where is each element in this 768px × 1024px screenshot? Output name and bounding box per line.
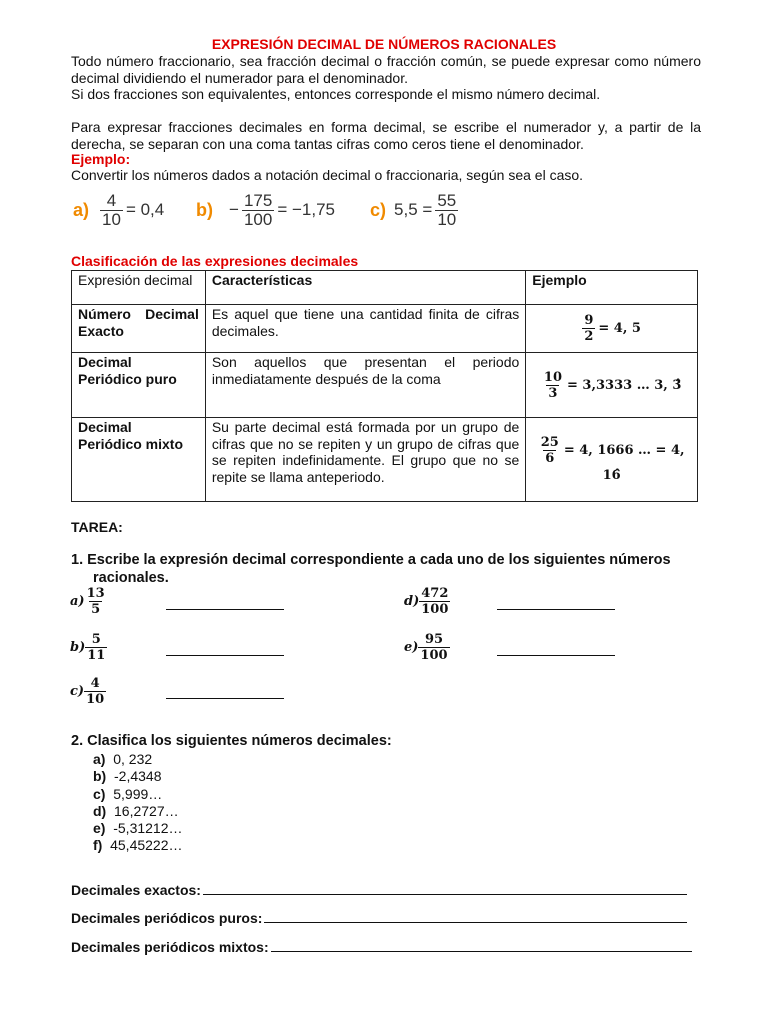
example-c	[370, 186, 461, 234]
equation: = 4, 5	[598, 321, 641, 336]
table-row	[72, 418, 698, 502]
item-value: 0, 232	[113, 751, 153, 767]
fraction	[418, 632, 449, 663]
list-item	[93, 837, 183, 854]
list-item	[93, 803, 183, 820]
list-item	[93, 820, 183, 837]
answer-exactos	[71, 882, 687, 898]
list-item	[93, 786, 183, 803]
numerator: 25	[540, 434, 559, 450]
denominator: 100	[243, 209, 273, 229]
equation: = 3,3333 … 3, 3̂	[567, 377, 682, 393]
row-example	[526, 353, 698, 418]
intro-paragraph-2: Si dos fracciones son equivalentes, entonces corresponde el mismo número decimal.	[71, 86, 601, 102]
row-example	[526, 305, 698, 353]
item-value: -2,4348	[114, 768, 162, 785]
numerator: 5	[91, 632, 101, 647]
numerator: 95	[424, 632, 444, 647]
numerator: 175	[243, 190, 273, 210]
answer-blank-d[interactable]	[497, 608, 615, 610]
table-row	[72, 353, 698, 418]
fraction	[542, 370, 564, 401]
list-item	[93, 768, 183, 785]
example-fraction	[435, 192, 458, 229]
example-fraction	[100, 192, 123, 229]
list-item	[93, 751, 183, 768]
example-prefix: −	[229, 200, 239, 219]
answer-blank-e[interactable]	[497, 654, 615, 656]
item-value: -5,31212…	[113, 820, 183, 837]
equation: = 4, 1666 … = 4, 16̂	[563, 442, 685, 483]
denominator: 10	[102, 209, 121, 229]
question-2: 2. Clasifica los siguientes números decimales:	[71, 733, 392, 749]
example-prefix: 5,5 =	[394, 200, 433, 219]
row-type: Número Decimal Exacto	[72, 305, 206, 353]
example-fraction	[242, 192, 274, 229]
example-math	[582, 313, 641, 344]
denominator: 10	[86, 692, 105, 707]
q1-item-c	[70, 676, 109, 707]
fraction	[419, 586, 450, 617]
q2-list	[93, 751, 183, 855]
fraction	[539, 435, 561, 466]
denominator: 10	[437, 209, 457, 229]
answer-line[interactable]	[271, 951, 692, 952]
row-description: Son aquellos que presentan el periodo inmediatamente después de la coma	[205, 353, 525, 418]
numerator: 9	[584, 313, 594, 328]
answer-blank-a[interactable]	[166, 608, 284, 610]
column-header: Expresión decimal	[72, 271, 206, 305]
item-label: c)	[93, 785, 106, 802]
answer-blank-b[interactable]	[166, 654, 284, 656]
denominator: 100	[420, 648, 448, 663]
example-label: a)	[73, 199, 90, 220]
item-value: 45,45222…	[110, 837, 183, 854]
row-description: Es aquel que tiene una cantidad finita de cifras decimales.	[205, 305, 525, 353]
example-math	[539, 434, 685, 483]
numerator: 13	[86, 586, 105, 601]
fraction	[85, 632, 107, 663]
fraction	[582, 313, 595, 344]
item-label: a)	[70, 594, 85, 609]
example-instruction: Convertir los números dados a notación decimal o fraccionaria, según sea el caso.	[71, 167, 584, 183]
fraction	[85, 586, 107, 617]
answer-label: Decimales exactos:	[71, 882, 201, 898]
column-header: Ejemplo	[526, 271, 698, 305]
denominator: 5	[91, 602, 101, 617]
answer-label: Decimales periódicos puros:	[71, 910, 263, 926]
answer-label: Decimales periódicos mixtos:	[71, 939, 269, 955]
item-label: b)	[93, 768, 107, 785]
example-label: c)	[370, 199, 387, 220]
example-result: = −1,75	[277, 200, 335, 219]
denominator: 6	[545, 450, 555, 466]
numerator: 472	[421, 586, 449, 601]
item-label: e)	[404, 640, 419, 655]
item-label: e)	[93, 820, 106, 837]
item-label: a)	[93, 751, 106, 767]
q1-item-e	[404, 632, 453, 663]
answer-line[interactable]	[203, 894, 687, 895]
page-title: EXPRESIÓN DECIMAL DE NÚMEROS RACIONALES	[211, 36, 557, 52]
q1-item-d	[404, 586, 453, 617]
item-label: d)	[404, 594, 420, 609]
example-result: = 0,4	[125, 200, 165, 219]
classification-heading: Clasificación de las expresiones decimales	[71, 253, 359, 269]
numerator: 4	[90, 676, 100, 691]
example-a	[73, 186, 164, 234]
denominator: 3	[548, 385, 558, 401]
row-description: Su parte decimal está formada por un grupo de cifras que no se repiten y un grupo de cifras que se repiten indefinidamente. El grupo que no se repite se llama anteperiodo.	[205, 418, 525, 502]
item-label: c)	[70, 684, 85, 699]
q1-item-a	[70, 586, 110, 617]
item-value: 5,999…	[113, 785, 163, 802]
example-math	[542, 369, 682, 401]
row-type: Decimal Periódico mixto	[72, 418, 206, 502]
question-1: 1. Escribe la expresión decimal correspondiente a cada uno de los siguientes números racionales.	[71, 552, 671, 586]
intro-paragraph-1: Todo número fraccionario, sea fracción decimal o fracción común, se puede expresar como número decimal dividiendo el numerador para el denominador.	[71, 53, 701, 86]
numerator: 4	[106, 190, 117, 210]
item-label: f)	[93, 837, 103, 854]
classification-table	[71, 270, 698, 502]
item-value: 16,2727…	[114, 802, 179, 819]
answer-mixtos	[71, 939, 692, 955]
denominator: 2	[584, 329, 594, 344]
denominator: 100	[421, 602, 449, 617]
table-row	[72, 305, 698, 353]
answer-puros	[71, 910, 687, 926]
example-b	[196, 186, 335, 234]
example-label: b)	[196, 199, 213, 220]
example-heading: Ejemplo:	[71, 151, 131, 167]
numerator: 10	[543, 369, 562, 385]
fraction	[84, 676, 106, 707]
q1-item-b	[70, 632, 110, 663]
row-type: Decimal Periódico puro	[72, 353, 206, 418]
answer-line[interactable]	[264, 922, 687, 923]
numerator: 55	[437, 190, 457, 210]
item-label: b)	[70, 640, 86, 655]
item-label: d)	[93, 802, 107, 819]
homework-title: TAREA:	[71, 519, 123, 535]
answer-blank-c[interactable]	[166, 697, 284, 699]
table-header-row	[72, 271, 698, 305]
column-header: Características	[205, 271, 525, 305]
intro-paragraph-3: Para expresar fracciones decimales en forma decimal, se escribe el numerador y, a partir de la derecha, se separan con una coma tantas cifras como ceros tiene el denominador.	[71, 119, 701, 152]
row-example	[526, 418, 698, 502]
denominator: 11	[87, 648, 106, 663]
